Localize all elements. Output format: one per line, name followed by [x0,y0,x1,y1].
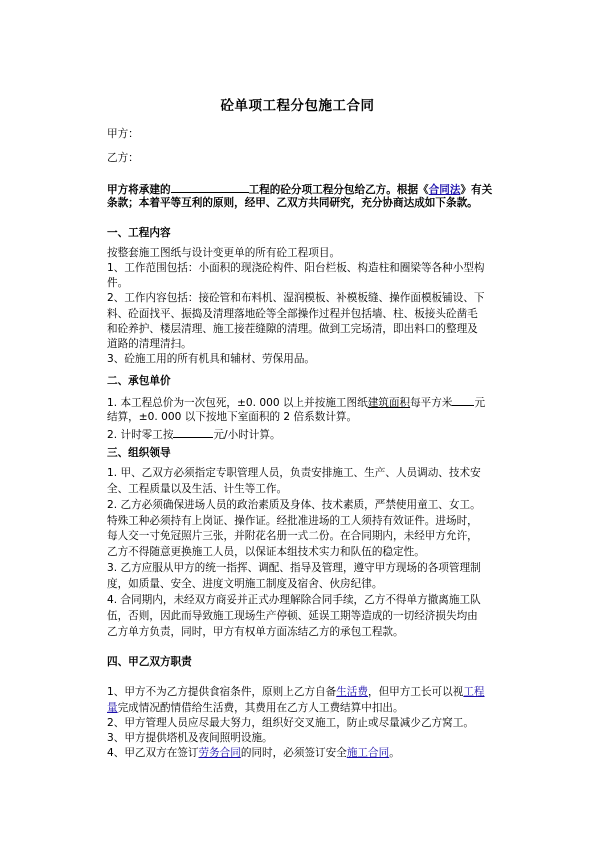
price-text: 每平方米 [410,397,453,409]
duties-text: 的同时，必须签订安全 [240,747,347,759]
contract-law-link[interactable]: 合同法 [428,184,461,196]
work-quantity-link[interactable]: 量 [107,702,118,714]
construction-contract-link[interactable]: 施工合同 [346,747,390,759]
party-a-label: 甲方： [107,128,139,140]
price-text: 元/小时计算。 [213,429,281,441]
duties-line-3: 2、甲方管理人员应尽最大努力，组织好交叉施工，防止或尽量减少乙方窝工。 [107,717,474,729]
paragraph-line: 件。 [107,277,129,289]
paragraph-line: 按整套施工图纸与设计变更单的所有砼工程项目。 [107,247,341,259]
price-line-1 [107,394,527,411]
paragraph-line: 道路的清理清扫。 [107,338,192,350]
intro-text: 工程的砼分项工程分包给乙方。根据《 [248,184,429,196]
intro-line-2: 条款；本着平等互利的原则，经甲、乙双方共同研究，充分协商达成如下条款。 [107,197,478,209]
paragraph-line: 1、工作范围包括：小面积的现浇砼构件、阳台栏板、构造柱和圈梁等各种小型构 [107,262,485,274]
duties-line-4: 3、甲方提供塔机及夜间照明设施。 [107,732,273,744]
living-expense-link[interactable]: 生活费 [336,686,368,698]
document-title: 砼单项工程分包施工合同 [220,98,375,114]
paragraph-line: 度，如质量、安全、进度文明施工制度及宿舍、伙房纪律。 [107,578,383,590]
section-2-heading: 二、承包单价 [107,375,171,387]
price-line-3 [107,426,527,443]
work-quantity-link[interactable]: 工程 [463,686,485,698]
duties-line-1 [107,685,527,700]
duties-text: 。 [389,747,400,759]
project-name-blank [171,181,249,193]
duties-text: 1、甲方不为乙方提供食宿条件，原则上乙方自备 [107,686,337,698]
paragraph-line: 和砼养护、楼层清理、施工接茬缝隙的清理。做到工完场清，即出料口的整理及 [107,323,478,335]
paragraph-line: 4. 合同期内，未经双方商妥并正式办理解除合同手续，乙方不得单方撤离施工队 [107,594,481,606]
hourly-rate-blank [173,426,213,438]
paragraph-line: 特殊工种必须持有上岗证、操作证。经批准进场的工人须持有效证件。进场时， [107,515,478,527]
price-text: 2. 计时零工按 [107,429,174,441]
duties-line-5 [107,746,527,761]
paragraph-line: 2. 乙方必须确保进场人员的政治素质及身体、技术素质，严禁使用童工、女工。 [107,499,481,511]
duties-line-2 [107,701,527,716]
section-3-heading: 三、组织领导 [107,447,171,459]
paragraph-line: 乙方单方负责，同时，甲方有权单方面冻结乙方的承包工程款。 [107,626,404,638]
paragraph-line: 每人交一寸免冠照片三张，并附花名册一式二份。在合同期内，未经甲方允许， [107,530,478,542]
price-line-2: 结算，±0. 000 以下按地下室面积的 2 倍系数计算。 [107,411,358,423]
paragraph-line: 2、工作内容包括：接砼管和布料机、湿润模板、补模板缝、操作面模板铺设、下 [107,292,485,304]
paragraph-line: 料、砼面找平、振捣及清理落地砼等全部操作过程并包括墙、柱、板接头砼凿毛 [107,308,478,320]
duties-text: ，但甲方工长可以视 [368,686,464,698]
paragraph-line: 3、砼施工用的所有机具和辅材、劳保用品。 [107,353,316,365]
price-text: 1. 本工程总价为一次包死，±0. 000 以上并按施工图纸 [107,397,368,409]
section-4-heading: 四、甲乙双方职责 [107,656,192,668]
duties-text: 完成情况酌情借给生活费，其费用在乙方人工费结算中扣出。 [117,702,404,714]
paragraph-line: 全、工程质量以及生活、计生等工作。 [107,483,288,495]
price-text: 元 [474,397,486,409]
paragraph-line: 乙方不得随意更换施工人员，以保证本组技术实力和队伍的稳定性。 [107,546,425,558]
paragraph-line: 3. 乙方应服从甲方的统一指挥、调配、指导及管理，遵守甲方现场的各项管理制 [107,562,481,574]
section-1-heading: 一、工程内容 [107,227,171,239]
building-area-term: 建筑面积 [367,397,411,409]
duties-text: 4、甲乙双方在签订 [107,747,199,759]
paragraph-line: 1. 甲、乙双方必须指定专职管理人员，负责安排施工、生产、人员调动、技术安 [107,467,481,479]
paragraph-line: 伍，否则，因此而导致施工现场生产停顿、延误工期等造成的一切经济损失均由 [107,610,478,622]
intro-text: 甲方将承建的 [107,184,171,196]
party-b-label: 乙方： [107,152,139,164]
intro-text: 》有关 [460,184,493,196]
labor-contract-link[interactable]: 劳务合同 [198,747,241,759]
unit-price-blank [452,394,474,406]
